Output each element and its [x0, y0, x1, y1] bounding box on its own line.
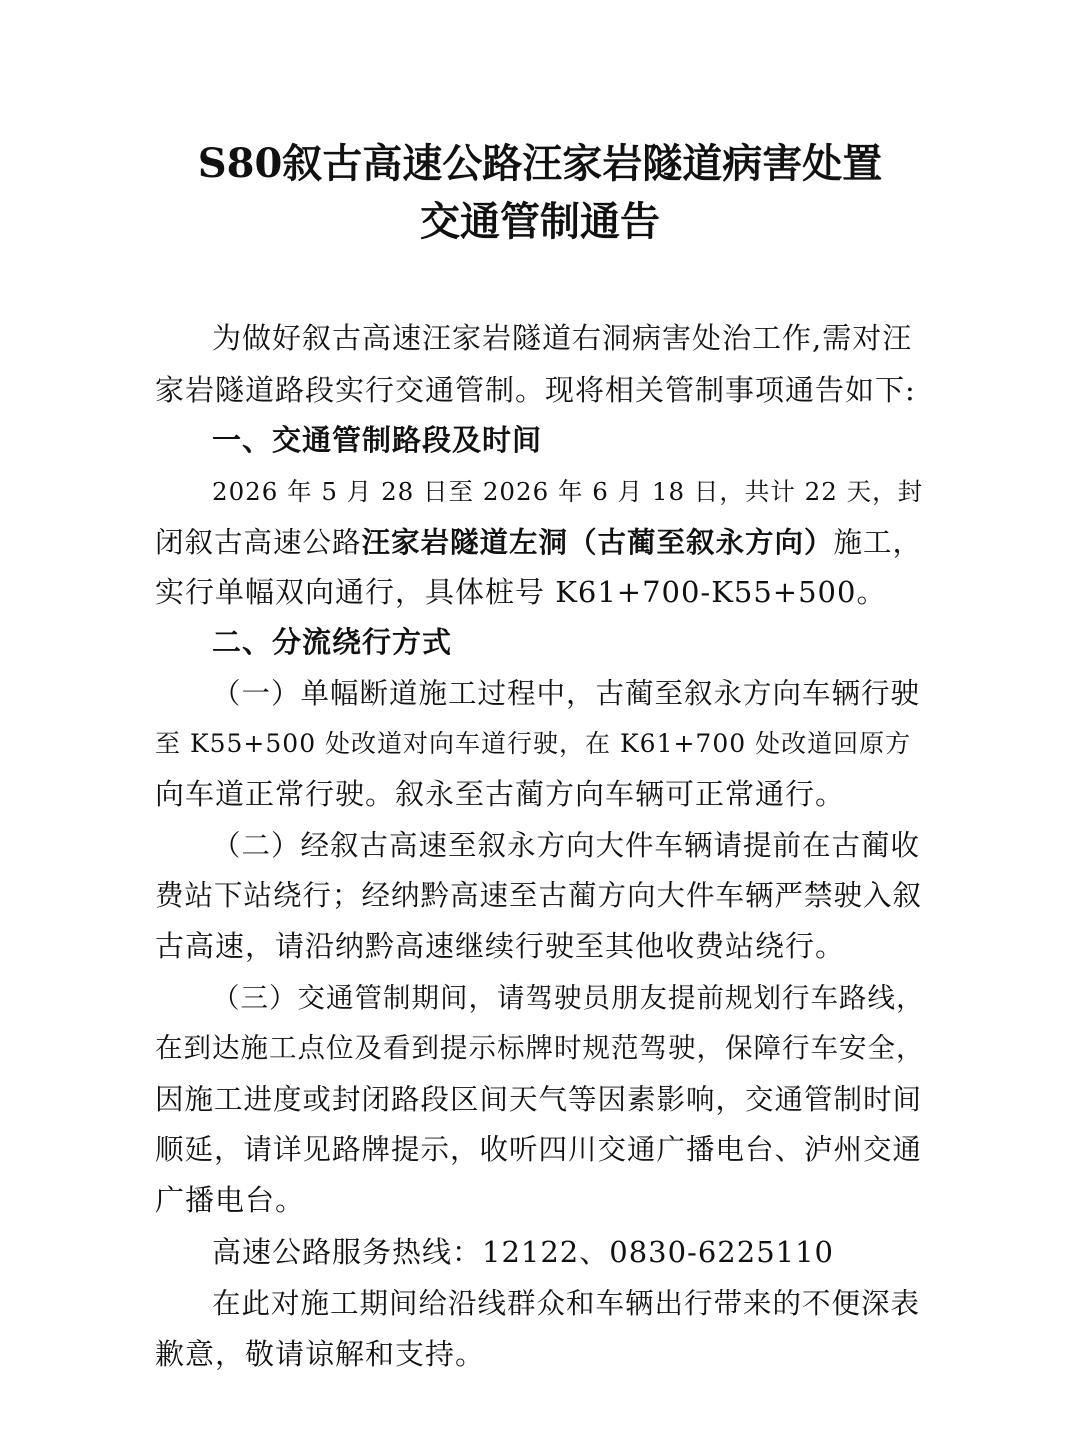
section-2-heading: 二、分流绕行方式: [212, 625, 453, 659]
item-2-line-1: （二）经叙古高速至叙永方向大件车辆请提前在古蔺收: [212, 829, 921, 862]
section-1-line-2-post: 施工，: [833, 526, 923, 559]
section-1-line-1: 2026 年 5 月 28 日至 2026 年 6 月 18 日，共计 22 天，封: [212, 477, 924, 506]
intro-line-1: 为做好叙古高速汪家岩隧道右洞病害处治工作,需对汪: [212, 321, 913, 355]
closing-line-2: 歉意，敬请谅解和支持。: [155, 1337, 486, 1371]
item-1-line-3: 向车道正常行驶。叙永至古蔺方向车辆可正常通行。: [155, 777, 846, 811]
document-title-line-1: S80叙古高速公路汪家岩隧道病害处置: [197, 140, 883, 187]
closed-tunnel-highlight: 汪家岩隧道左洞（古蔺至叙永方向）: [361, 525, 834, 559]
item-3-line-4: 顺延，请详见路牌提示，收听四川交通广播电台、泸州交通: [155, 1133, 923, 1166]
service-hotline: 高速公路服务热线：12122、0830-6225110: [212, 1235, 835, 1269]
item-2-line-3: 古高速，请沿纳黔高速继续行驶至其他收费站绕行。: [155, 929, 846, 963]
item-1-line-2: 至 K55+500 处改道对向车道行驶，在 K61+700 处改道回原方: [155, 729, 912, 758]
document-title-line-2: 交通管制通告: [420, 198, 660, 245]
item-3-line-1: （三）交通管制期间，请驾驶员朋友提前规划行车路线，: [212, 982, 925, 1014]
item-3-line-5: 广播电台。: [155, 1183, 306, 1217]
item-3-line-3: 因施工进度或封闭路段区间天气等因素影响，交通管制时间: [155, 1083, 923, 1116]
intro-line-2: 家岩隧道路段实行交通管制。现将相关管制事项通告如下:: [155, 373, 916, 407]
section-1-line-2-pre: 闭叙古高速公路: [155, 526, 362, 559]
section-1-heading: 一、交通管制路段及时间: [212, 423, 543, 457]
closing-line-1: 在此对施工期间给沿线群众和车辆出行带来的不便深表: [212, 1287, 921, 1320]
item-3-line-2: 在到达施工点位及看到提示标牌时规范驾驶，保障行车安全，: [155, 1032, 925, 1064]
item-1-line-1: （一）单幅断道施工过程中，古蔺至叙永方向车辆行驶: [212, 677, 921, 710]
section-1-line-2: [155, 522, 925, 563]
item-2-line-2: 费站下站绕行；经纳黔高速至古蔺方向大件车辆严禁驶入叙: [155, 879, 923, 912]
section-1-line-3: 实行单幅双向通行，具体桩号 K61+700-K55+500。: [155, 575, 887, 609]
